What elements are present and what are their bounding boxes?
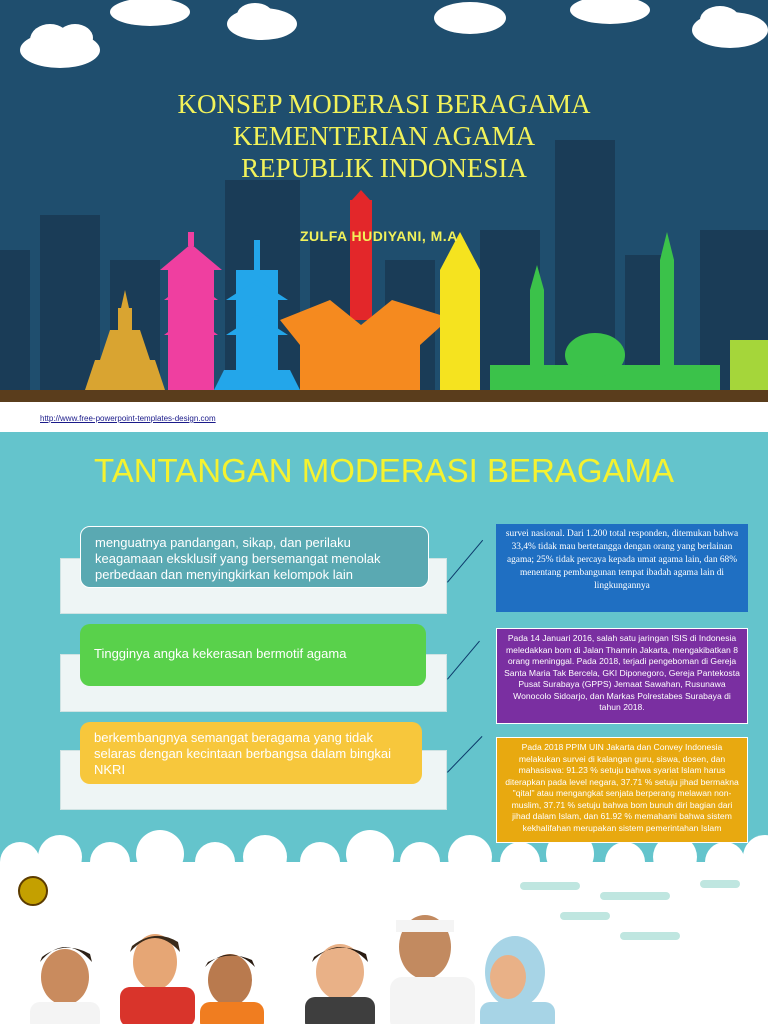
challenge-item-2: Tingginya angka kekerasan bermotif agama — [80, 624, 426, 686]
slide-heading: TANTANGAN MODERASI BERAGAMA — [93, 452, 674, 489]
title-line-2: KEMENTERIAN AGAMA — [232, 121, 536, 151]
title-line-1: KONSEP MODERASI BERAGAMA — [177, 89, 591, 119]
cover-slide — [0, 0, 768, 402]
detail-box-2: Pada 14 Januari 2016, salah satu jaringan ISIS di Indonesia meledakkan bom di Jalan Thamrin Jakarta, mengakibatkan 8 orang meninggal. Pada 2018, terjadi pengeboman di Gereja Santa Maria Tak Bercela, GKI Diponegoro, Gereja Pantekosta Pusat Surabaya (GPPS) Jemaat Sawahan, Rusunawa Wonocolo Sidoarjo, dan Markas Polrestabes Surabaya di tahun 2018. — [496, 628, 748, 724]
author-name: ZULFA HUDIYANI, M.A — [300, 228, 458, 244]
ground-strip — [0, 390, 768, 402]
cover-title — [0, 88, 768, 184]
challenge-item-1: menguatnya pandangan, sikap, dan perilaku keagamaan eksklusif yang bersemangat menolak perbedaan dan menyingkirkan kelompok lain — [80, 526, 429, 588]
pink-pagoda — [160, 232, 222, 390]
illustration-slide — [0, 862, 768, 1024]
lime-building — [730, 340, 768, 390]
yellow-tower — [440, 232, 480, 390]
title-line-3: REPUBLIK INDONESIA — [241, 153, 527, 183]
challenge-item-3: berkembangnya semangat beragama yang tidak selaras dengan kecintaan berbangsa dalam bingkai NKRI — [80, 722, 422, 784]
ministry-logo-icon — [18, 876, 48, 906]
clouds — [20, 0, 768, 68]
detail-box-3: Pada 2018 PPIM UIN Jakarta dan Convey Indonesia melakukan survei di kalangan guru, siswa, dosen, dan mahasiswa: 91.23 % setuju bahwa syariat Islam harus diterapkan pada level negara, 37.71 % setuju jihad bermakna "qital" atau mengangkat senjata berperang melawan non-muslim, 37.71 % setuju bahwa bom bunuh diri bagian dari jihad dalam Islam, dan 61.92 % memahami bahwa sistem kekhalifahan merupakan sistem pemerintahan Islam — [496, 737, 748, 843]
detail-box-1: survei nasional. Dari 1.200 total responden, ditemukan bahwa 33,4% tidak mau bertetangga dengan orang yang berlainan agama; 25% tidak percaya kepada umat agama lain, dan 68% menentang pembangunan tempat ibadah agama lain di lingkungannya — [496, 524, 748, 612]
challenges-slide — [0, 432, 768, 872]
city-skyline-illustration — [0, 0, 768, 402]
template-source-link[interactable]: http://www.free-powerpoint-templates-design.com — [40, 414, 216, 423]
background-pattern — [0, 862, 768, 1024]
red-tower — [350, 190, 372, 320]
people-illustration — [0, 862, 768, 1024]
